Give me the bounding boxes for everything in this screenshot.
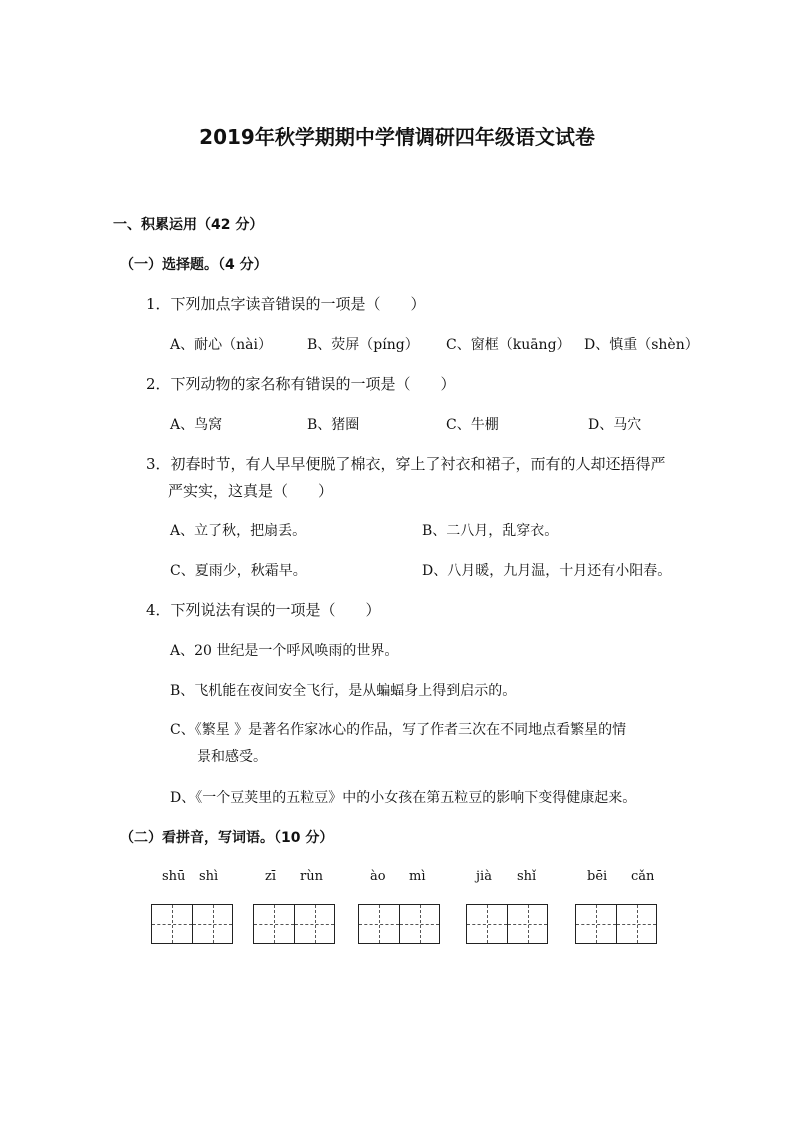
q2-option-c: C、牛棚 [446, 417, 499, 433]
q2-option-d: D、马穴 [588, 417, 642, 433]
writing-grid[interactable] [466, 904, 548, 944]
writing-cell[interactable] [467, 905, 507, 943]
q3-option-a: A、立了秋，把扇丢。 [170, 523, 307, 539]
q3-option-c: C、夏雨少，秋霜早。 [170, 563, 307, 579]
pinyin-syllable: mì [409, 869, 426, 884]
part-heading-choice: （一）选择题。（4 分） [120, 257, 268, 273]
pinyin-syllable: zī [265, 869, 277, 884]
writing-cell[interactable] [507, 905, 547, 943]
question-2-stem: 2．下列动物的家名称有错误的一项是（ ） [146, 375, 456, 393]
question-4-stem: 4．下列说法有误的一项是（ ） [146, 601, 381, 619]
q1-option-a: A、耐心（nài） [170, 337, 272, 353]
pinyin-syllable: shǐ [517, 869, 537, 884]
writing-cell[interactable] [576, 905, 616, 943]
writing-cell[interactable] [294, 905, 334, 943]
q4-option-c-line1: C、《繁星 》是著名作家冰心的作品，写了作者三次在不同地点看繁星的情 [170, 722, 627, 738]
q1-option-b: B、荧屏（píng） [307, 337, 419, 353]
pinyin-syllable: bēi [587, 869, 608, 884]
writing-grid[interactable] [575, 904, 657, 944]
writing-grid[interactable] [253, 904, 335, 944]
q3-option-b: B、二八月，乱穿衣。 [422, 523, 559, 539]
section-heading-1: 一、积累运用（42 分） [113, 217, 264, 233]
pinyin-syllable: shì [199, 869, 219, 884]
q4-option-a: A、20 世纪是一个呼风唤雨的世界。 [170, 643, 399, 659]
writing-cell[interactable] [254, 905, 294, 943]
part-heading-pinyin: （二）看拼音，写词语。（10 分） [120, 830, 334, 846]
q4-option-c-line2: 景和感受。 [197, 749, 267, 765]
q4-option-d: D、《一个豆荚里的五粒豆》中的小女孩在第五粒豆的影响下变得健康起来。 [170, 790, 637, 806]
writing-cell[interactable] [399, 905, 439, 943]
q2-option-b: B、猪圈 [307, 417, 360, 433]
question-3-stem-line1: 3．初春时节，有人早早便脱了棉衣，穿上了衬衣和裙子，而有的人却还捂得严 [146, 455, 666, 473]
pinyin-syllable: cǎn [631, 869, 655, 884]
pinyin-syllable: ào [370, 869, 386, 884]
q3-option-d: D、八月暖，九月温，十月还有小阳春。 [422, 563, 672, 579]
question-1-stem: 1．下列加点字读音错误的一项是（ ） [146, 295, 426, 313]
q4-option-b: B、飞机能在夜间安全飞行，是从蝙蝠身上得到启示的。 [170, 683, 517, 699]
writing-cell[interactable] [152, 905, 192, 943]
writing-grid[interactable] [151, 904, 233, 944]
pinyin-syllable: shū [162, 869, 186, 884]
writing-cell[interactable] [192, 905, 232, 943]
exam-title: 2019年秋学期期中学情调研四年级语文试卷 [199, 125, 595, 149]
question-3-stem-line2: 严实实，这真是（ ） [168, 482, 334, 500]
writing-cell[interactable] [616, 905, 656, 943]
writing-grid[interactable] [358, 904, 440, 944]
q2-option-a: A、鸟窝 [170, 417, 223, 433]
q1-option-c: C、窗框（kuāng） [446, 337, 571, 353]
q1-option-d: D、慎重（shèn） [584, 337, 699, 353]
pinyin-syllable: jià [476, 869, 492, 884]
pinyin-syllable: rùn [300, 869, 323, 884]
writing-cell[interactable] [359, 905, 399, 943]
